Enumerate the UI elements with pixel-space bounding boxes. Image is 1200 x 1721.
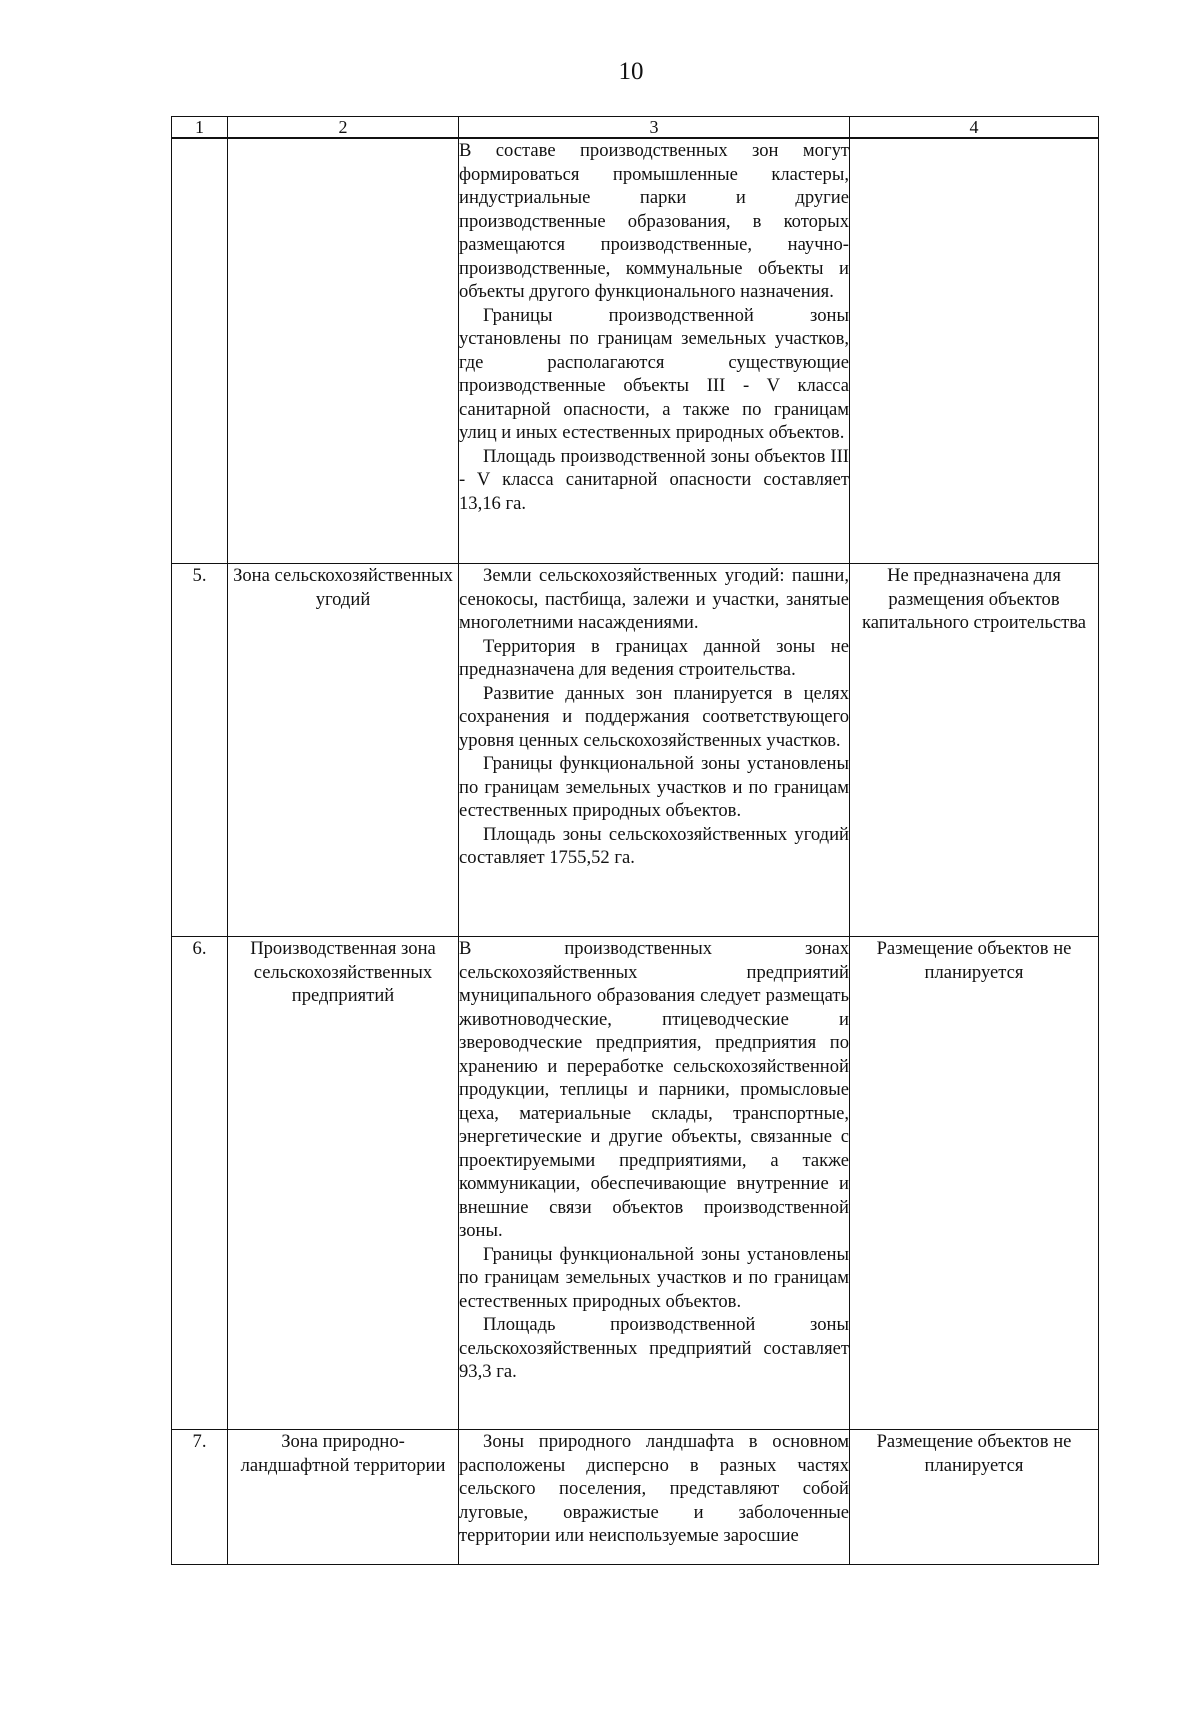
zone-note: Не предназначена для размещения объектов капитального строительства: [850, 564, 1099, 937]
column-number-1: 1: [172, 117, 228, 139]
description-paragraph: В производственных зонах сельскохозяйственных предприятий муниципального образования следует размещать животноводческие, птицеводческие и звероводческие предприятия, предприятия по хранению и переработке сельскохозяйственной продукции, теплицы и парники, промысловые цеха, материальные склады, транспортные, энергетические и другие объекты, связанные с проектируемыми предприятиями, а также коммуникации, обеспечивающие внутренние и внешние связи объектов производственной зоны.: [459, 938, 849, 1241]
description-paragraph: Зоны природного ландшафта в основном расположены дисперсно в разных частях сельского поселения, представляют собой луговые, овражистые и заболоченные территории или неиспользуемые заросшие: [459, 1431, 849, 1546]
zone-description: [459, 937, 850, 1430]
description-paragraph: Площадь производственной зоны сельскохозяйственных предприятий составляет 93,3 га.: [459, 1314, 849, 1382]
zones-table: [171, 116, 1099, 1565]
table-row: [172, 937, 1099, 1430]
row-number: [172, 138, 228, 564]
zone-description: [459, 1430, 850, 1565]
table-row: [172, 138, 1099, 564]
page-number: 10: [618, 58, 644, 85]
description-paragraph: Земли сельскохозяйственных угодий: пашни, сенокосы, пастбища, залежи и участки, занятые многолетними насаждениями.: [459, 565, 849, 633]
row-number: 6.: [172, 937, 228, 1430]
row-number: 7.: [172, 1430, 228, 1565]
description-paragraph: В составе производственных зон могут формироваться промышленные кластеры, индустриальные парки и другие производственные образования, в которых размещаются производственные, научно-производственные, коммунальные объекты и объекты другого функционального назначения.: [459, 140, 849, 302]
zone-name: [228, 138, 459, 564]
row-number: 5.: [172, 564, 228, 937]
description-paragraph: Развитие данных зон планируется в целях сохранения и поддержания соответствующего уровня ценных сельскохозяйственных участков.: [459, 682, 849, 751]
zone-name: Зона природно-ландшафтной территории: [228, 1430, 459, 1565]
description-paragraph: Границы производственной зоны установлены по границам земельных участков, где располагаются существующие производственные объекты III - V класса санитарной опасности, а также по границам улиц и иных естественных природных объектов.: [459, 304, 849, 443]
zone-note: [850, 138, 1099, 564]
table-row: [172, 564, 1099, 937]
column-number-4: 4: [850, 117, 1099, 139]
zone-description: [459, 564, 850, 937]
description-paragraph: Границы функциональной зоны установлены по границам земельных участков и по границам естественных природных объектов.: [459, 753, 849, 821]
zone-name: Производственная зона сельскохозяйственных предприятий: [228, 937, 459, 1430]
table-row: [172, 1430, 1099, 1565]
column-number-3: 3: [459, 117, 850, 139]
zone-note: Размещение объектов не планируется: [850, 937, 1099, 1430]
column-number-2: 2: [228, 117, 459, 139]
description-paragraph: Территория в границах данной зоны не предназначена для ведения строительства.: [459, 635, 849, 680]
description-paragraph: Границы функциональной зоны установлены по границам земельных участков и по границам естественных природных объектов.: [459, 1243, 849, 1312]
description-paragraph: Площадь зоны сельскохозяйственных угодий составляет 1755,52 га.: [459, 823, 849, 868]
zone-note: Размещение объектов не планируется: [850, 1430, 1099, 1565]
description-paragraph: Площадь производственной зоны объектов III - V класса санитарной опасности составляет 13,16 га.: [459, 445, 849, 514]
zone-name: Зона сельскохозяйственных угодий: [228, 564, 459, 937]
zone-description: [459, 138, 850, 564]
table-header-row: [172, 117, 1099, 139]
